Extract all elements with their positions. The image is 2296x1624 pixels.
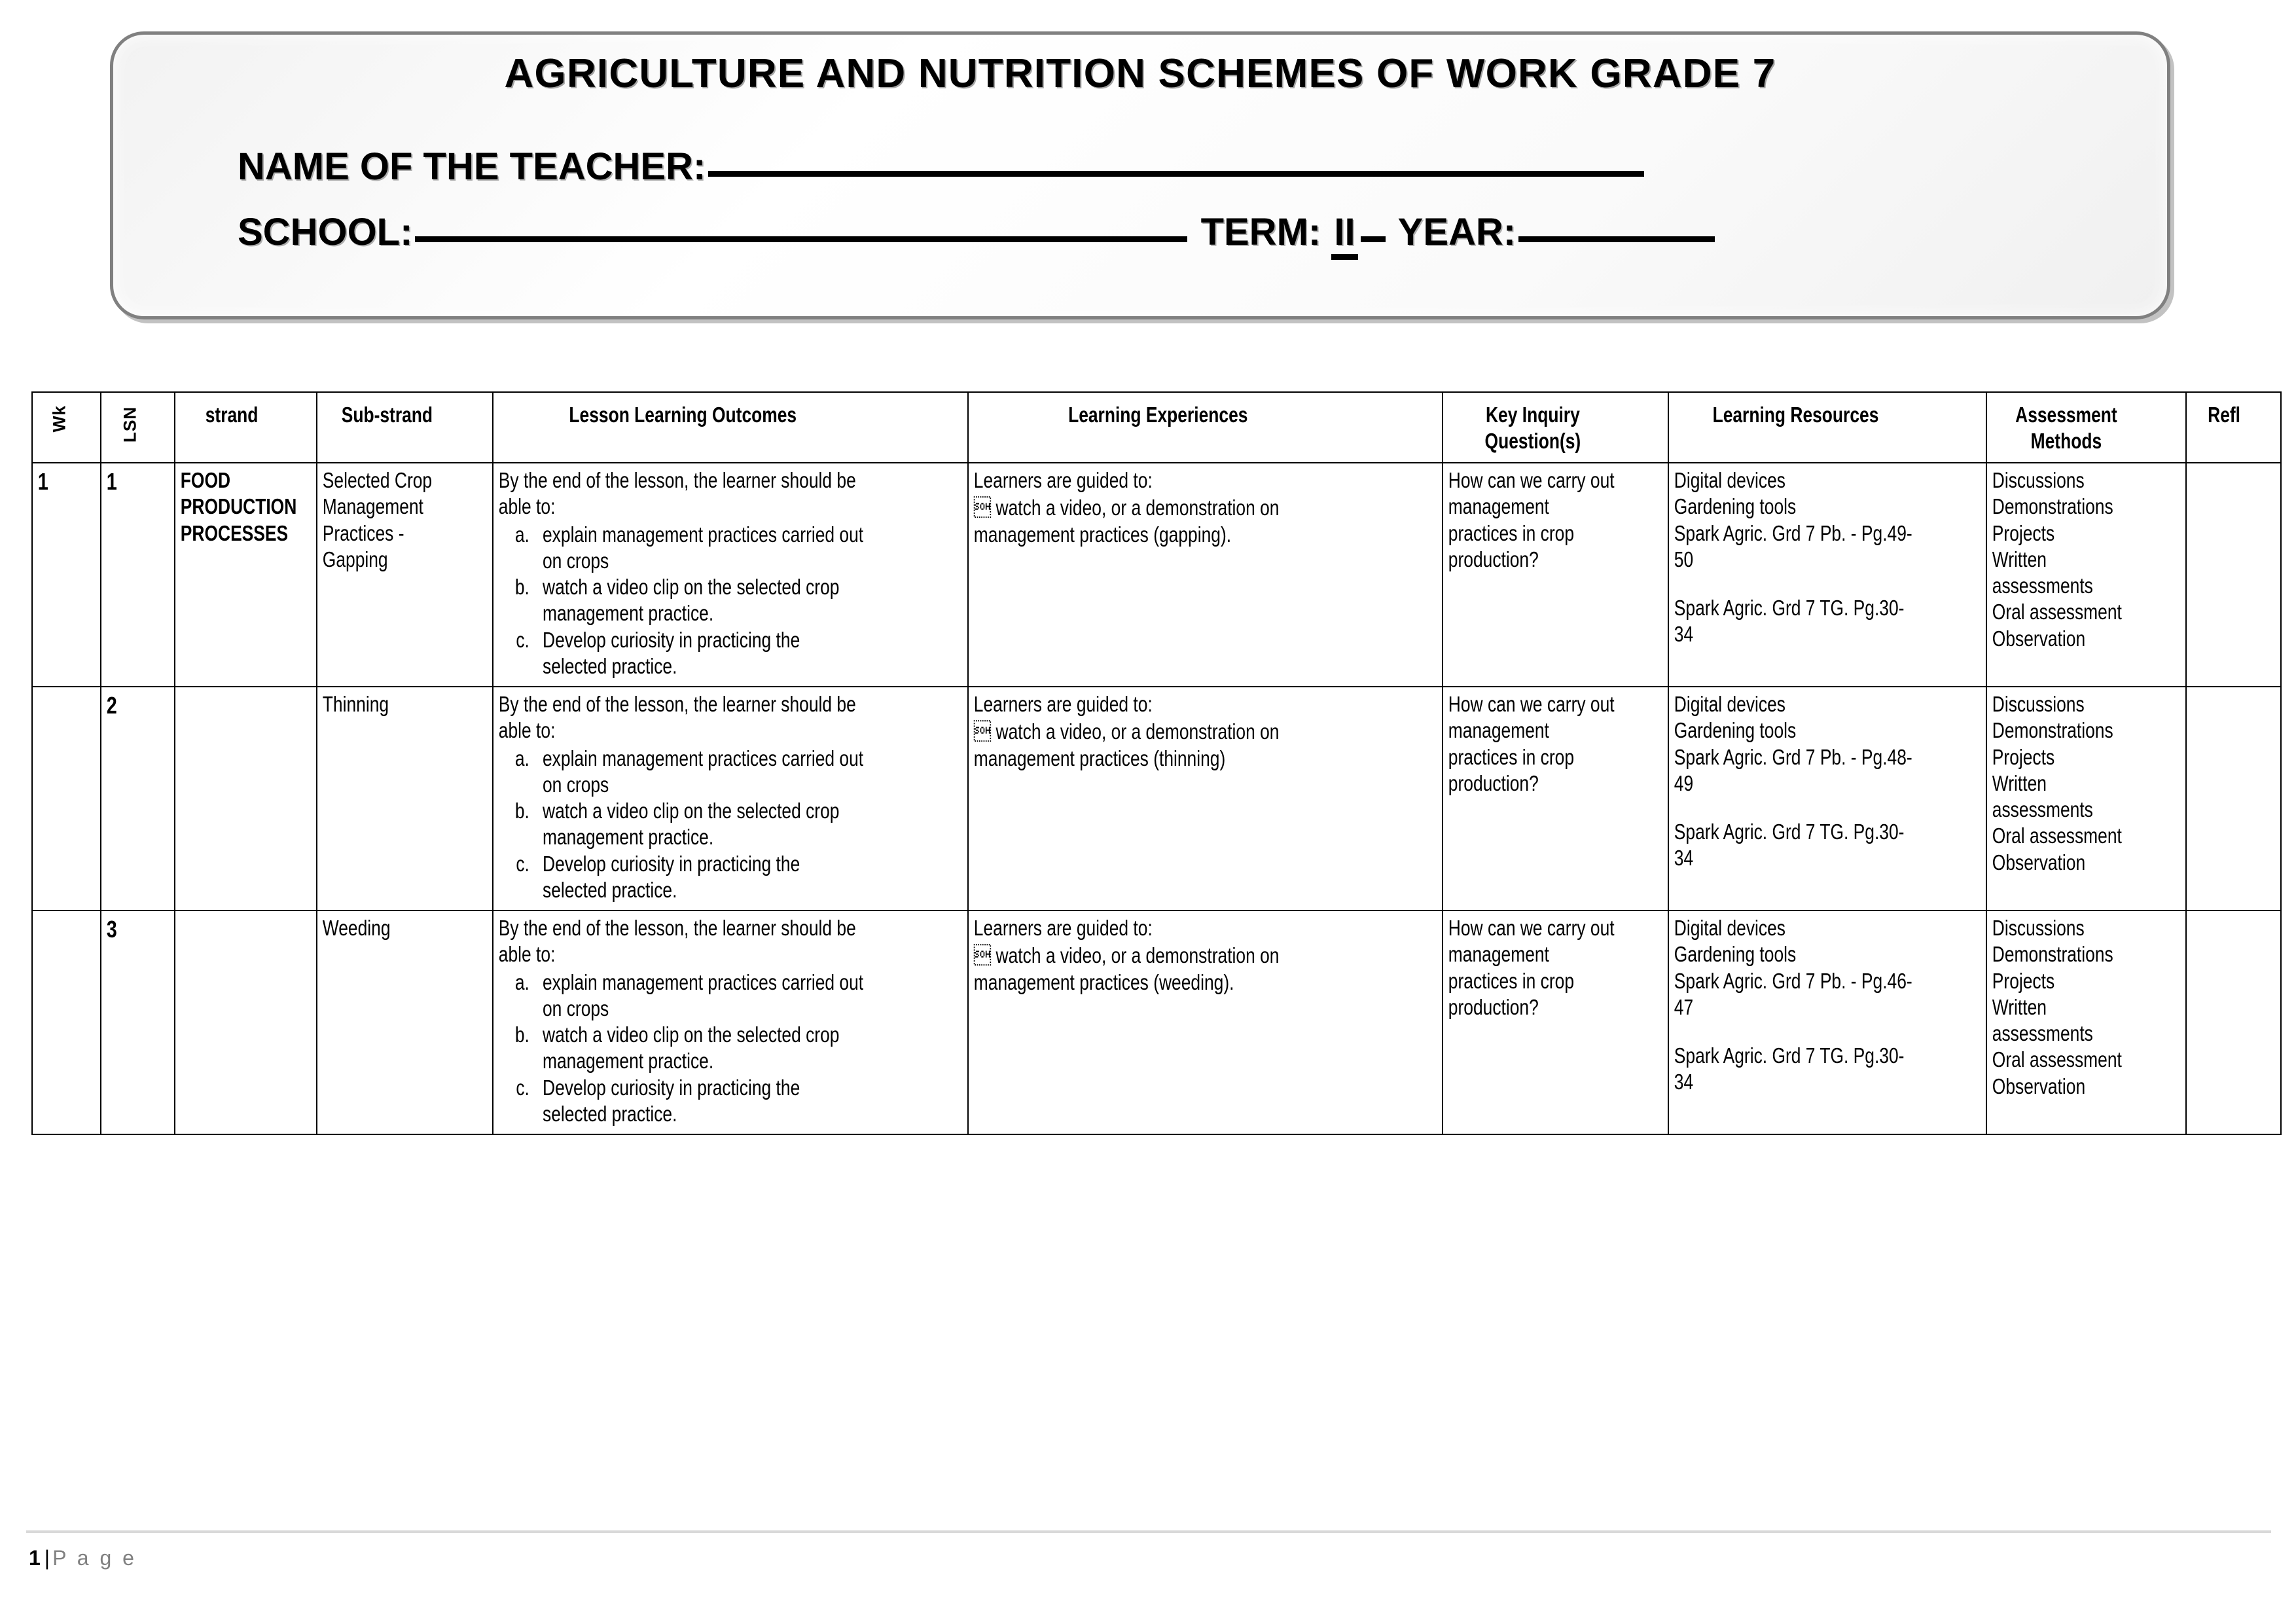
resource-line: Spark Agric. Grd 7 TG. Pg.30-34 — [1674, 820, 1905, 871]
cell-lesson-learning-outcomes — [493, 911, 873, 1134]
experiences-bullet-line — [973, 719, 1342, 772]
table-row — [32, 687, 2281, 911]
list-item: a. explain management practices carried out on crops — [534, 746, 867, 799]
cell-week — [32, 687, 87, 911]
missing-glyph-box-icon:  — [973, 495, 991, 521]
year-label: YEAR: — [1397, 211, 1516, 253]
column-header-lsn: LSN — [101, 392, 160, 463]
resource-line: Spark Agric. Grd 7 Pb. - Pg.48-49 — [1674, 744, 1912, 795]
cell-reflection[interactable] — [2186, 687, 2262, 911]
term-blank[interactable] — [1361, 236, 1386, 242]
cell-lesson-number: 3 — [101, 911, 160, 1134]
cell-sub-strand: Selected Crop Management Practices - Gapping — [317, 463, 457, 687]
missing-glyph-box-icon:  — [973, 943, 991, 969]
cell-lesson-number: 1 — [101, 463, 160, 687]
spacer — [1674, 573, 1917, 595]
spacer — [1674, 797, 1917, 819]
footer-separator: | — [44, 1546, 50, 1570]
schemes-of-work-table — [31, 391, 2282, 1135]
cell-key-inquiry-question: How can we carry out management practices in crop production? — [1443, 687, 1623, 911]
list-item: b. watch a video clip on the selected crop management practice. — [534, 798, 867, 851]
resource-line: Digital devices — [1674, 692, 1785, 716]
cell-week — [32, 911, 87, 1134]
cell-assessment-methods — [1986, 463, 2146, 687]
list-item: a. explain management practices carried out on crops — [534, 969, 867, 1022]
experiences-bullet-line — [973, 495, 1342, 548]
column-header-strand: strand — [175, 392, 289, 463]
table-row — [32, 911, 2281, 1134]
list-item: b. watch a video clip on the selected crop management practice. — [534, 574, 867, 627]
cell-learning-experiences — [968, 911, 1348, 1134]
experiences-bullet-text: watch a video, or a demonstration on management practices (gapping). — [973, 496, 1279, 547]
cell-sub-strand: Thinning — [317, 687, 457, 911]
outcomes-list — [499, 969, 867, 1128]
teacher-name-field-row — [238, 145, 1647, 189]
assessment-item: Projects — [1992, 520, 2055, 545]
school-name-blank[interactable] — [415, 236, 1187, 242]
experiences-bullet-text: watch a video, or a demonstration on management practices (thinning) — [973, 719, 1279, 770]
resource-line: Spark Agric. Grd 7 TG. Pg.30-34 — [1674, 596, 1905, 647]
experiences-bullet-line — [973, 943, 1342, 996]
resource-line: Gardening tools — [1674, 718, 1797, 743]
term-label: TERM: — [1200, 211, 1321, 253]
column-header-learning-experiences: Learning Experiences — [968, 392, 1348, 463]
list-item: a. explain management practices carried out on crops — [534, 522, 867, 575]
cell-assessment-methods — [1986, 911, 2146, 1134]
resource-line: Spark Agric. Grd 7 TG. Pg.30-34 — [1674, 1043, 1905, 1094]
resource-line: Digital devices — [1674, 916, 1785, 940]
cell-strand — [175, 911, 289, 1134]
column-header-lesson-learning-outcomes: Lesson Learning Outcomes — [493, 392, 873, 463]
cell-learning-resources — [1668, 687, 1923, 911]
page-title: AGRICULTURE AND NUTRITION SCHEMES OF WORK GRADE 7 — [504, 51, 1776, 96]
cell-key-inquiry-question: How can we carry out management practices in crop production? — [1443, 911, 1623, 1134]
list-item: b. watch a video clip on the selected crop management practice. — [534, 1022, 867, 1075]
assessment-item: Written assessments — [1992, 770, 2093, 821]
resource-line: Gardening tools — [1674, 494, 1797, 519]
cell-lesson-learning-outcomes — [493, 687, 873, 911]
table-row — [32, 463, 2281, 687]
table-header-row — [32, 392, 2281, 463]
column-header-key-inquiry-questions: Key Inquiry Question(s) — [1443, 392, 1623, 463]
assessment-item: Projects — [1992, 968, 2055, 993]
assessment-item: Discussions — [1992, 468, 2085, 492]
column-header-sub-strand: Sub-strand — [317, 392, 457, 463]
cell-reflection[interactable] — [2186, 911, 2262, 1134]
cell-sub-strand: Weeding — [317, 911, 457, 1134]
column-header-assessment-methods: Assessment Methods — [1986, 392, 2146, 463]
resource-line: Spark Agric. Grd 7 Pb. - Pg.49-50 — [1674, 520, 1912, 571]
outcomes-lead: By the end of the lesson, the learner should be able to: — [498, 692, 856, 743]
page-footer — [29, 1546, 137, 1570]
teacher-name-blank[interactable] — [708, 171, 1644, 177]
outcomes-lead: By the end of the lesson, the learner should be able to: — [498, 916, 856, 967]
resource-line: Digital devices — [1674, 468, 1785, 492]
teacher-label: NAME OF THE TEACHER: — [238, 145, 706, 188]
list-item: c. Develop curiosity in practicing the selected practice. — [534, 627, 867, 680]
assessment-item: Discussions — [1992, 916, 2085, 940]
cell-key-inquiry-question: How can we carry out management practices in crop production? — [1443, 463, 1623, 687]
footer-page-word: P a g e — [52, 1546, 137, 1570]
cell-learning-experiences — [968, 687, 1348, 911]
year-blank[interactable] — [1518, 236, 1715, 242]
assessment-item: Written assessments — [1992, 547, 2093, 598]
outcomes-lead: By the end of the lesson, the learner should be able to: — [498, 468, 856, 519]
assessment-item: Observation — [1992, 850, 2086, 875]
cell-reflection[interactable] — [2186, 463, 2262, 687]
assessment-item: Demonstrations — [1992, 718, 2113, 743]
cell-lesson-learning-outcomes — [493, 463, 873, 687]
outcomes-list — [499, 522, 867, 680]
footer-divider — [26, 1530, 2271, 1533]
list-item: c. Develop curiosity in practicing the selected practice. — [534, 1075, 867, 1128]
assessment-item: Written assessments — [1992, 994, 2093, 1045]
cell-learning-experiences — [968, 463, 1348, 687]
assessment-item: Demonstrations — [1992, 494, 2113, 519]
list-item: c. Develop curiosity in practicing the selected practice. — [534, 851, 867, 904]
assessment-item: Demonstrations — [1992, 942, 2113, 967]
experiences-lead: Learners are guided to: — [973, 916, 1153, 940]
missing-glyph-box-icon:  — [973, 719, 991, 745]
experiences-lead: Learners are guided to: — [973, 692, 1153, 716]
cell-week: 1 — [32, 463, 87, 687]
school-term-year-row — [238, 210, 1717, 260]
school-label: SCHOOL: — [238, 211, 413, 253]
cell-strand: FOOD PRODUCTION PROCESSES — [175, 463, 289, 687]
cell-strand — [175, 687, 289, 911]
term-value[interactable]: II — [1331, 210, 1357, 260]
page-number: 1 — [29, 1546, 41, 1570]
resource-line: Spark Agric. Grd 7 Pb. - Pg.46-47 — [1674, 968, 1912, 1019]
experiences-lead: Learners are guided to: — [973, 468, 1153, 492]
spacer — [1674, 1020, 1917, 1043]
assessment-item: Observation — [1992, 626, 2086, 651]
cell-lesson-number: 2 — [101, 687, 160, 911]
assessment-item: Projects — [1992, 744, 2055, 769]
cell-assessment-methods — [1986, 687, 2146, 911]
column-header-wk: Wk — [32, 392, 87, 463]
outcomes-list — [499, 746, 867, 904]
assessment-item: Observation — [1992, 1074, 2086, 1098]
assessment-item: Oral assessment — [1992, 600, 2122, 624]
column-header-learning-resources: Learning Resources — [1668, 392, 1923, 463]
assessment-item: Oral assessment — [1992, 1047, 2122, 1072]
assessment-item: Oral assessment — [1992, 823, 2122, 848]
cell-learning-resources — [1668, 911, 1923, 1134]
experiences-bullet-text: watch a video, or a demonstration on management practices (weeding). — [973, 943, 1279, 994]
title-banner — [110, 31, 2170, 319]
resource-line: Gardening tools — [1674, 942, 1797, 967]
assessment-item: Discussions — [1992, 692, 2085, 716]
cell-learning-resources — [1668, 463, 1923, 687]
column-header-refl: Refl — [2186, 392, 2262, 463]
